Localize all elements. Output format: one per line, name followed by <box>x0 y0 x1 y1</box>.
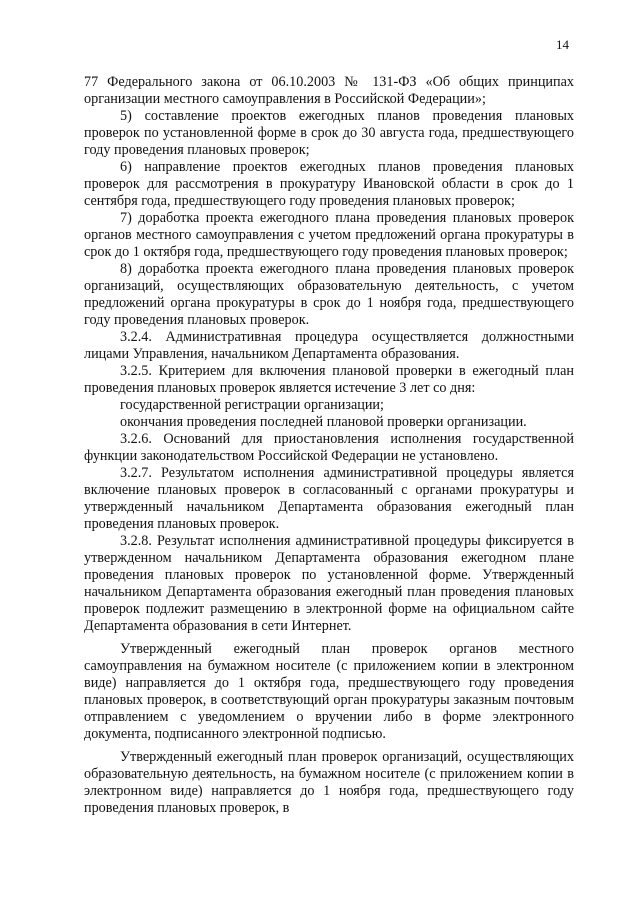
paragraph: 8) доработка проекта ежегодного плана проведения плановых проверок организаций, осуществляющих образовательную деятельность, с учетом предложений органа прокуратуры в срок до 1 ноября года, предшествующего году проведения плановых проверок. <box>84 261 574 328</box>
paragraph: 3.2.4. Административная процедура осуществляется должностными лицами Управления, начальником Департамента образования. <box>84 329 574 362</box>
paragraph: Утвержденный ежегодный план проверок организаций, осуществляющих образовательную деятельность, на бумажном носителе (с приложением копии в электронном виде) направляется до 1 ноября года, предшествующего году проведения плановых проверок, в <box>84 749 574 816</box>
paragraph: 3.2.5. Критерием для включения плановой проверки в ежегодный план проведения плановых проверок является истечение 3 лет со дня: <box>84 363 574 396</box>
paragraph: 7) доработка проекта ежегодного плана проведения плановых проверок органов местного самоуправления с учетом предложений органа прокуратуры в срок до 1 октября года, предшествующего году проведения плановых проверок; <box>84 210 574 260</box>
paragraph: окончания проведения последней плановой проверки организации. <box>120 414 527 430</box>
page-number: 14 <box>556 37 569 52</box>
paragraph: 6) направление проектов ежегодных планов проведения плановых проверок для рассмотрения в прокуратуру Ивановской области в срок до 1 сентября года, предшествующего году проведения плановых проверок; <box>84 159 574 209</box>
paragraph: Утвержденный ежегодный план проверок органов местного самоуправления на бумажном носителе (с приложением копии в электронном виде) направляется до 1 октября года, предшествующего году проведения плановых проверок, в соответствующий орган прокуратуры заказным почтовым отправлением с уведомлением о вручении либо в форме электронного документа, подписанного электронной подписью. <box>84 641 574 742</box>
paragraph: государственной регистрации организации; <box>120 397 384 413</box>
paragraph: 3.2.8. Результат исполнения административной процедуры фиксируется в утвержденном начальником Департамента образования ежегодном плане проведения плановых проверок по установленной форме. Утвержденный начальником Департамента образования ежегодный план проведения плановых проверок подлежит размещению в электронной форме на официальном сайте Департамента образования в сети Интернет. <box>84 533 574 634</box>
document-body <box>84 74 574 817</box>
paragraph: 3.2.6. Оснований для приостановления исполнения государственной функции законодательством Российской Федерации не установлено. <box>84 431 574 464</box>
paragraph: 77 Федерального закона от 06.10.2003 № 131-ФЗ «Об общих принципах организации местного самоуправления в Российской Федерации»; <box>84 74 574 107</box>
paragraph: 5) составление проектов ежегодных планов проведения плановых проверок по установленной форме в срок до 30 августа года, предшествующего году проведения плановых проверок; <box>84 108 574 158</box>
paragraph: 3.2.7. Результатом исполнения административной процедуры является включение плановых проверок в согласованный с органами прокуратуры и утвержденный начальником Департамента образования ежегодный план проведения плановых проверок. <box>84 465 574 532</box>
